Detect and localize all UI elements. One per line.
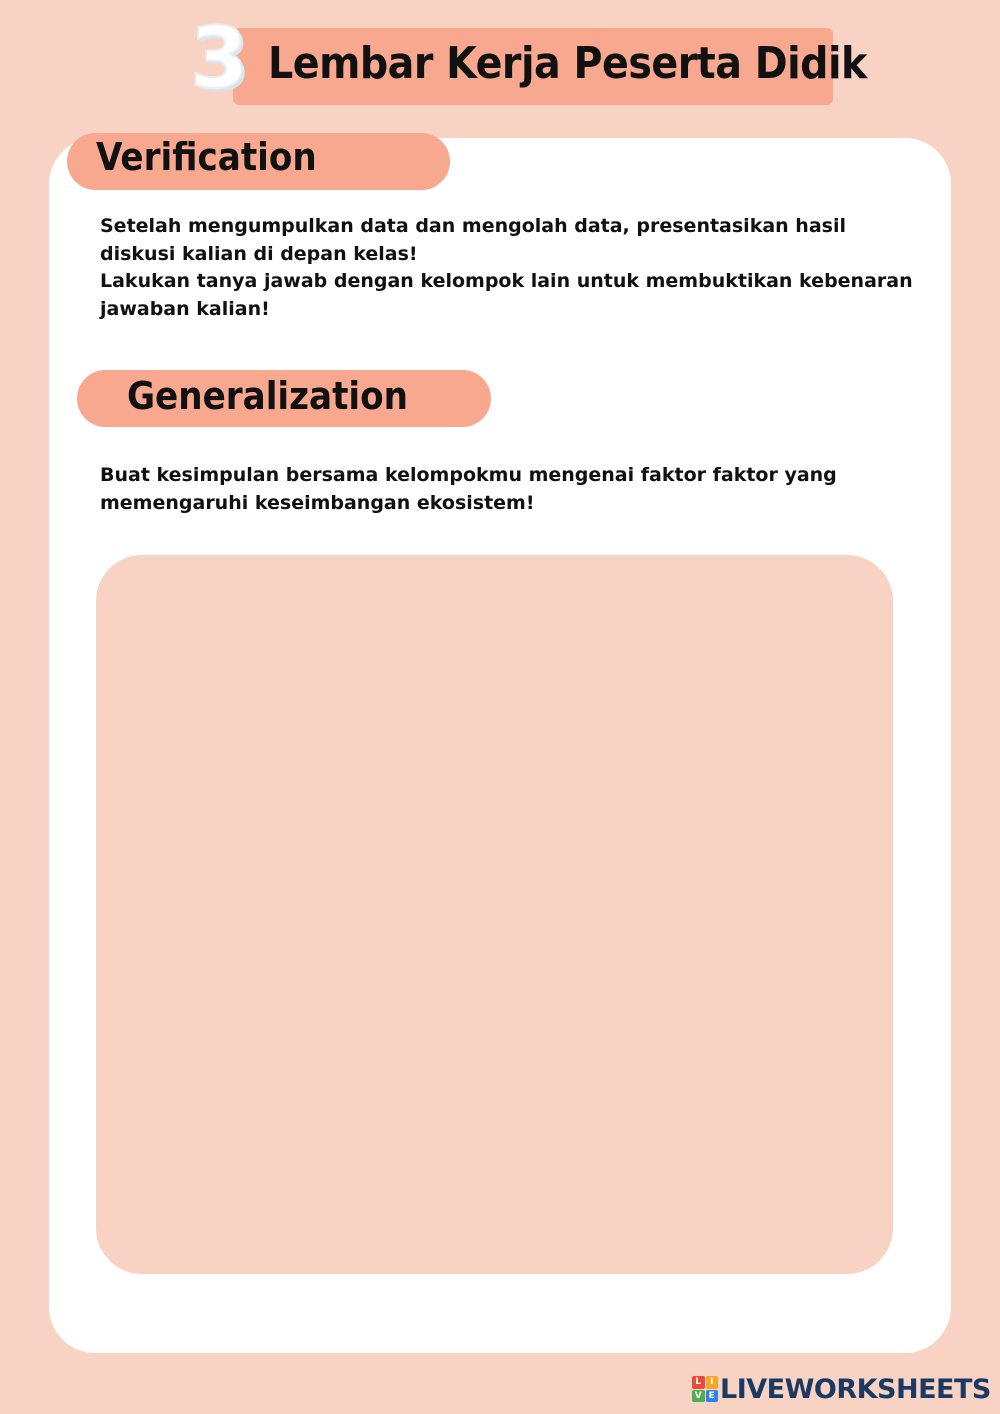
generalization-heading: Generalization (127, 374, 408, 418)
liveworksheets-brand (692, 1373, 991, 1405)
logo-letter: I (706, 1376, 719, 1389)
logo-letter: E (706, 1390, 719, 1403)
verification-heading: Verification (96, 135, 317, 179)
generalization-answer-input[interactable] (96, 555, 893, 1274)
verification-paragraph-2: Lakukan tanya jawab dengan kelompok lain untuk membuktikan kebenaran jawaban kalian! (100, 270, 913, 320)
liveworksheets-logo-icon (692, 1376, 718, 1402)
logo-letter: V (692, 1390, 705, 1403)
verification-paragraph-1: Setelah mengumpulkan data dan mengolah data, presentasikan hasil diskusi kalian di depan kelas! (100, 215, 846, 265)
page-title: Lembar Kerja Peserta Didik (268, 38, 867, 89)
logo-letter: L (692, 1376, 705, 1389)
worksheet-number: 3 (190, 9, 249, 107)
brand-name: LIVEWORKSHEETS (720, 1373, 991, 1405)
verification-instructions (100, 213, 920, 323)
generalization-instruction: Buat kesimpulan bersama kelompokmu mengenai faktor faktor yang memengaruhi keseimbangan ekosistem! (100, 464, 837, 514)
